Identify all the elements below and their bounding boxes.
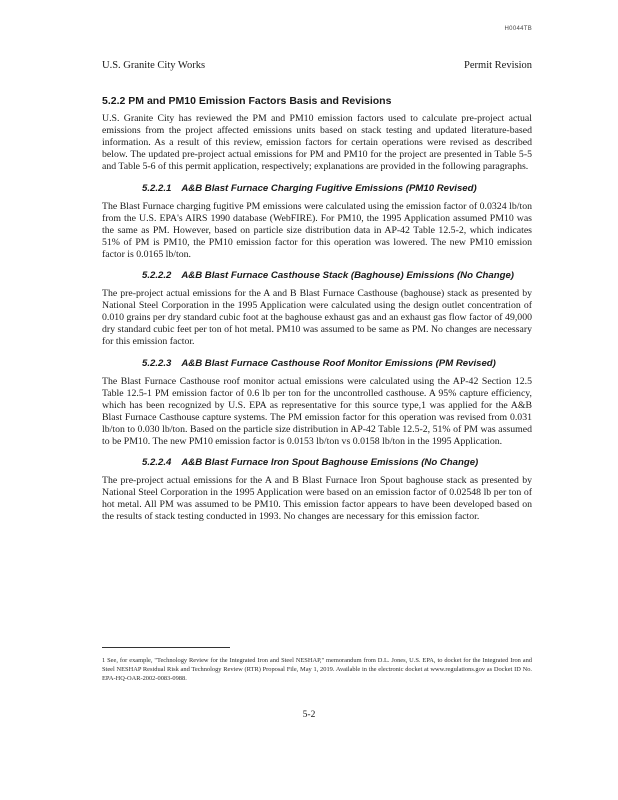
subsection-body: The Blast Furnace Casthouse roof monitor actual emissions were calculated using the AP-42 Section 12.5 Table 12.5-1 PM emission factor of 0.6 lb per ton for the uncontrolled casthouse. A 95% capture efficiency, which has been recognized by U.S. EPA as representative for this source type,1 was applied for the A&B Blast Furnace Casthouse capture systems. The PM emission factor for this operation was revised from 0.031 lb/ton to 0.030 lb/ton. Based on the particle size distribution in AP-42 Table 12.5-2, 51% of PM was assumed to be PM10. The new PM10 emission factor is 0.0153 lb/ton vs 0.0158 lb/ton in the 1995 Application.	[102, 375, 532, 447]
subsection-body: The Blast Furnace charging fugitive PM emissions were calculated using the emission factor of 0.0324 lb/ton from the U.S. EPA's AIRS 1990 database (WebFIRE). For PM10, the 1995 Application assumed PM10 was the same as PM. However, based on particle size distribution data in AP-42 Table 12.5-2, which indicates 51% of PM is PM10, the PM10 emission factor for this operation was lowered. The new PM10 emission factor is 0.0165 lb/ton.	[102, 200, 532, 260]
subsection-title: A&B Blast Furnace Charging Fugitive Emissions (PM10 Revised)	[181, 182, 477, 194]
footnote-divider	[102, 647, 230, 648]
subsection-heading	[142, 270, 532, 282]
subsection-heading	[142, 183, 532, 195]
section-intro: U.S. Granite City has reviewed the PM and PM10 emission factors used to calculate pre-project actual emissions from the project affected emissions units based on stack testing and updated literature-based information. As a result of this review, emission factors for certain operations were revised as described below. The updated pre-project actual emissions for PM and PM10 for the project are presented in Table 5-5 and Table 5-6 of this permit application, respectively; explanations are provided in the following paragraphs.	[102, 113, 532, 173]
subsection-body: The pre-project actual emissions for the A and B Blast Furnace Casthouse (baghouse) stack as presented by National Steel Corporation in the 1995 Application were calculated using the design outlet concentration of 0.010 grains per dry standard cubic foot at the baghouse exhaust gas and an exhaust gas flow factor of 49,000 dry standard cubic feet per ton of hot metal. PM10 was assumed to be same as PM. No changes are necessary for this emission factor.	[102, 288, 532, 348]
page-number: 5-2	[302, 710, 316, 720]
page-header	[102, 60, 532, 71]
subsection-body: The pre-project actual emissions for the A and B Blast Furnace Iron Spout baghouse stack as presented by National Steel Corporation in the 1995 Application were based on an emission factor of 0.02548 lb per ton of hot metal. All PM was assumed to be PM10. This emission factor appears to have been developed based on the results of stack testing conducted in 1993. No changes are necessary for this emission factor.	[102, 475, 532, 523]
subsection-heading	[142, 457, 532, 469]
footnote: 1 See, for example, "Technology Review for the Integrated Iron and Steel NESHAP," memorandum from D.L. Jones, U.S. EPA, to docket for the Integrated Iron and Steel NESHAP Residual Risk and Technology Review (RTR) Proposal File, May 1, 2019. Available in the electronic docket at www.regulations.gov as Docket ID No. EPA-HQ-OAR-2002-0083-0988.	[102, 657, 532, 682]
header-left: U.S. Granite City Works	[102, 60, 206, 71]
subsection-heading	[142, 358, 532, 370]
subsection-title: A&B Blast Furnace Casthouse Roof Monitor Emissions (PM Revised)	[181, 357, 496, 369]
document-id: H0044TB	[504, 26, 532, 32]
subsection-title: A&B Blast Furnace Casthouse Stack (Baghouse) Emissions (No Change)	[181, 270, 514, 282]
subsection-number: 5.2.2.3	[142, 357, 172, 369]
header-right: Permit Revision	[464, 60, 532, 71]
subsection-number: 5.2.2.2	[142, 270, 172, 282]
subsection-number: 5.2.2.1	[142, 182, 172, 194]
subsection-number: 5.2.2.4	[142, 457, 172, 469]
main-content	[102, 95, 532, 523]
subsection-title: A&B Blast Furnace Iron Spout Baghouse Emissions (No Change)	[181, 457, 479, 469]
section-title: 5.2.2 PM and PM10 Emission Factors Basis and Revisions	[102, 95, 392, 107]
